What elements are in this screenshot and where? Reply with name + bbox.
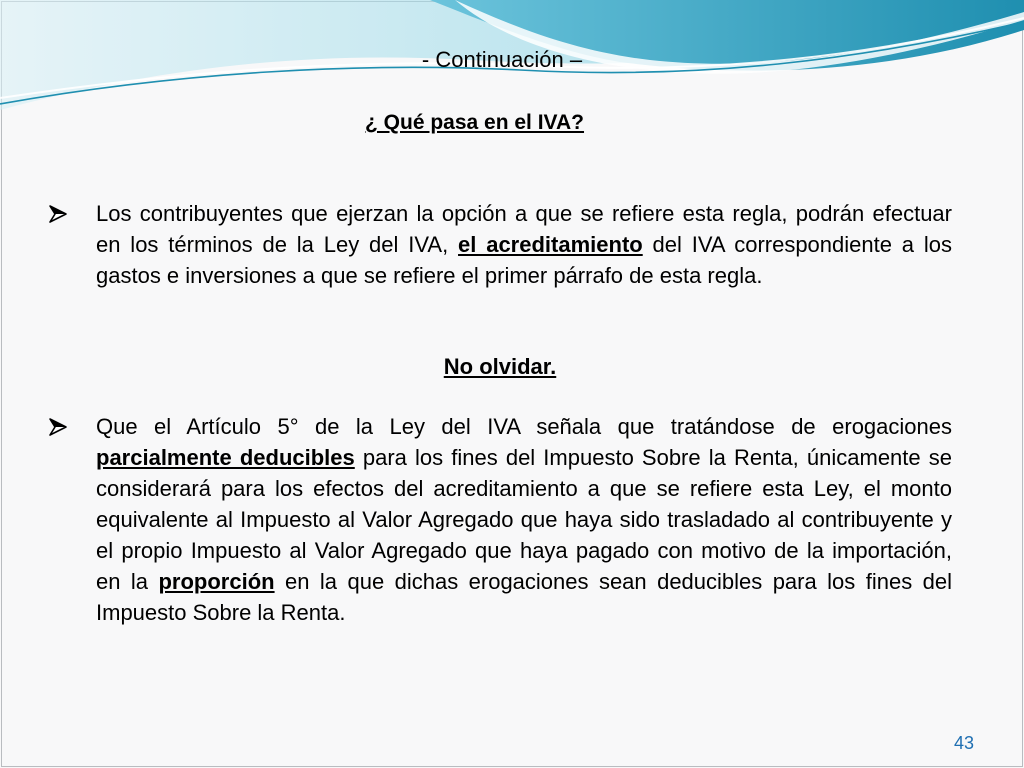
section-question: ¿ Qué pasa en el IVA?	[365, 111, 585, 134]
bullet-text	[96, 411, 952, 628]
bullet-text-part: del IVA correspondiente a los gastos e inversiones a que se refiere el primer párrafo de esta regla.	[96, 232, 953, 288]
bullet-text-part: para los fines del Impuesto Sobre la Renta, únicamente se considerará para los efectos del acreditamiento a que se refiere esta Ley, el monto equivalente al Impuesto al Valor Agregado que haya sido trasladado al contribuyente y el propio Impuesto al Valor Agregado que haya pagado con motivo de la importación, en la	[96, 445, 952, 594]
emphasis-proporcion: proporción	[158, 569, 275, 594]
emphasis-acreditamiento: el acreditamiento	[458, 232, 643, 257]
reminder-heading: No olvidar.	[443, 354, 557, 379]
bullet-text-part: en la que dichas erogaciones sean deducibles para los fines del Impuesto Sobre la Renta.	[96, 569, 952, 625]
emphasis-parcialmente-deducibles: parcialmente deducibles	[96, 445, 355, 470]
continuation-label: - Continuación –	[421, 47, 583, 72]
bullet-text-part: Los contribuyentes que ejerzan la opción a que se refiere esta regla, podrán efectuar en los términos de la Ley del IVA,	[96, 201, 952, 257]
bullet-text	[96, 198, 952, 291]
arrow-bullet-icon	[48, 417, 68, 437]
arrow-bullet-icon	[48, 204, 68, 224]
bullet-text-part: Que el Artículo 5° de la Ley del IVA señala que tratándose de erogaciones	[96, 414, 952, 439]
page-number: 43	[953, 733, 974, 753]
